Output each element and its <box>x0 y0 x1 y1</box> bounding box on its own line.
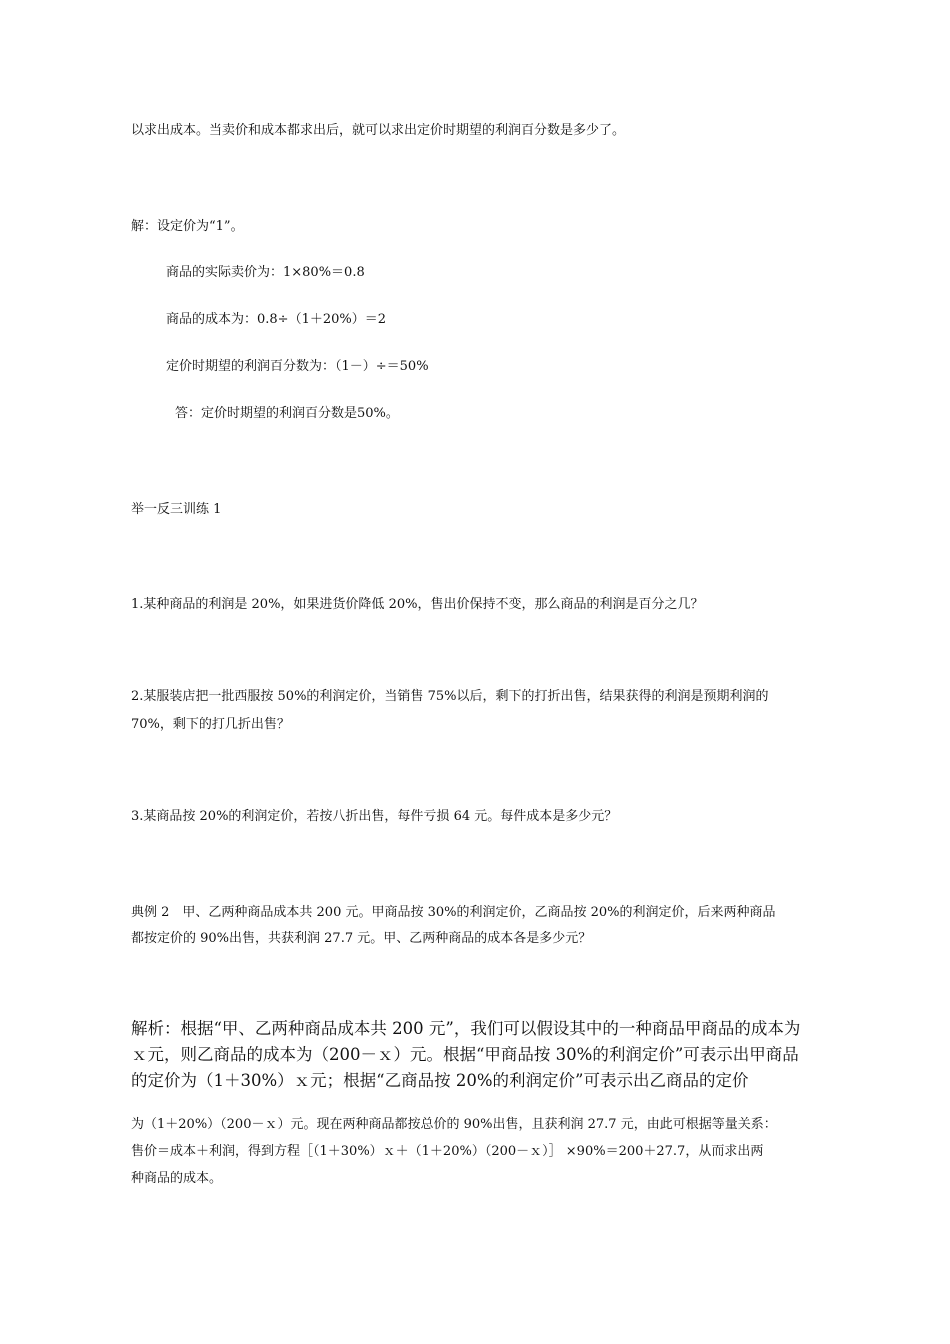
example-2-line-2: 都按定价的 90%出售，共获利润 27.7 元。甲、乙两种商品的成本各是多少元？ <box>131 931 592 946</box>
practice-title: 举一反三训练 1 <box>131 502 222 517</box>
analysis-line-4: 为（1＋20%）（200－ｘ）元。现在两种商品都按总价的 90%出售，且获利润 27.7 元，由此可根据等量关系： <box>131 1117 777 1132</box>
intro-tail-text: 以求出成本。当卖价和成本都求出后，就可以求出定价时期望的利润百分数是多少了。 <box>131 123 626 138</box>
solution-step-3: 定价时期望的利润百分数为：（1－）÷＝50% <box>166 359 429 374</box>
solution-step-1: 商品的实际卖价为：1×80%＝0.8 <box>166 265 365 280</box>
solution-heading: 解：设定价为“1”。 <box>131 219 244 234</box>
analysis-line-3: 的定价为（1＋30%）ｘ元；根据“乙商品按 20%的利润定价”可表示出乙商品的定价 <box>131 1071 749 1090</box>
analysis-line-5: 售价＝成本＋利润，得到方程［（1＋30%）ｘ＋（1＋20%）（200－ｘ）］ ×90%＝200＋27.7，从而求出两 <box>131 1144 764 1159</box>
analysis-line-1: 解析：根据“甲、乙两种商品成本共 200 元”，我们可以假设其中的一种商品甲商品的成本为 <box>131 1019 801 1038</box>
practice-question-1: 1.某种商品的利润是 20%，如果进货价降低 20%，售出价保持不变，那么商品的利润是百分之几？ <box>131 597 704 612</box>
practice-question-3: 3.某商品按 20%的利润定价，若按八折出售，每件亏损 64 元。每件成本是多少元？ <box>131 809 618 824</box>
analysis-line-2: ｘ元，则乙商品的成本为（200－ｘ）元。根据“甲商品按 30%的利润定价”可表示出甲商品 <box>131 1045 799 1064</box>
practice-question-2-line-2: 70%，剩下的打几折出售？ <box>131 717 290 732</box>
example-2-line-1: 典例 2 甲、乙两种商品成本共 200 元。甲商品按 30%的利润定价，乙商品按 20%的利润定价，后来两种商品 <box>131 905 776 920</box>
solution-step-2: 商品的成本为：0.8÷（1＋20%）＝2 <box>166 312 387 327</box>
practice-question-2-line-1: 2.某服装店把一批西服按 50%的利润定价，当销售 75%以后，剩下的打折出售，结果获得的利润是预期利润的 <box>131 689 769 704</box>
solution-answer: 答：定价时期望的利润百分数是50%。 <box>175 406 399 421</box>
analysis-line-6: 种商品的成本。 <box>131 1171 223 1186</box>
